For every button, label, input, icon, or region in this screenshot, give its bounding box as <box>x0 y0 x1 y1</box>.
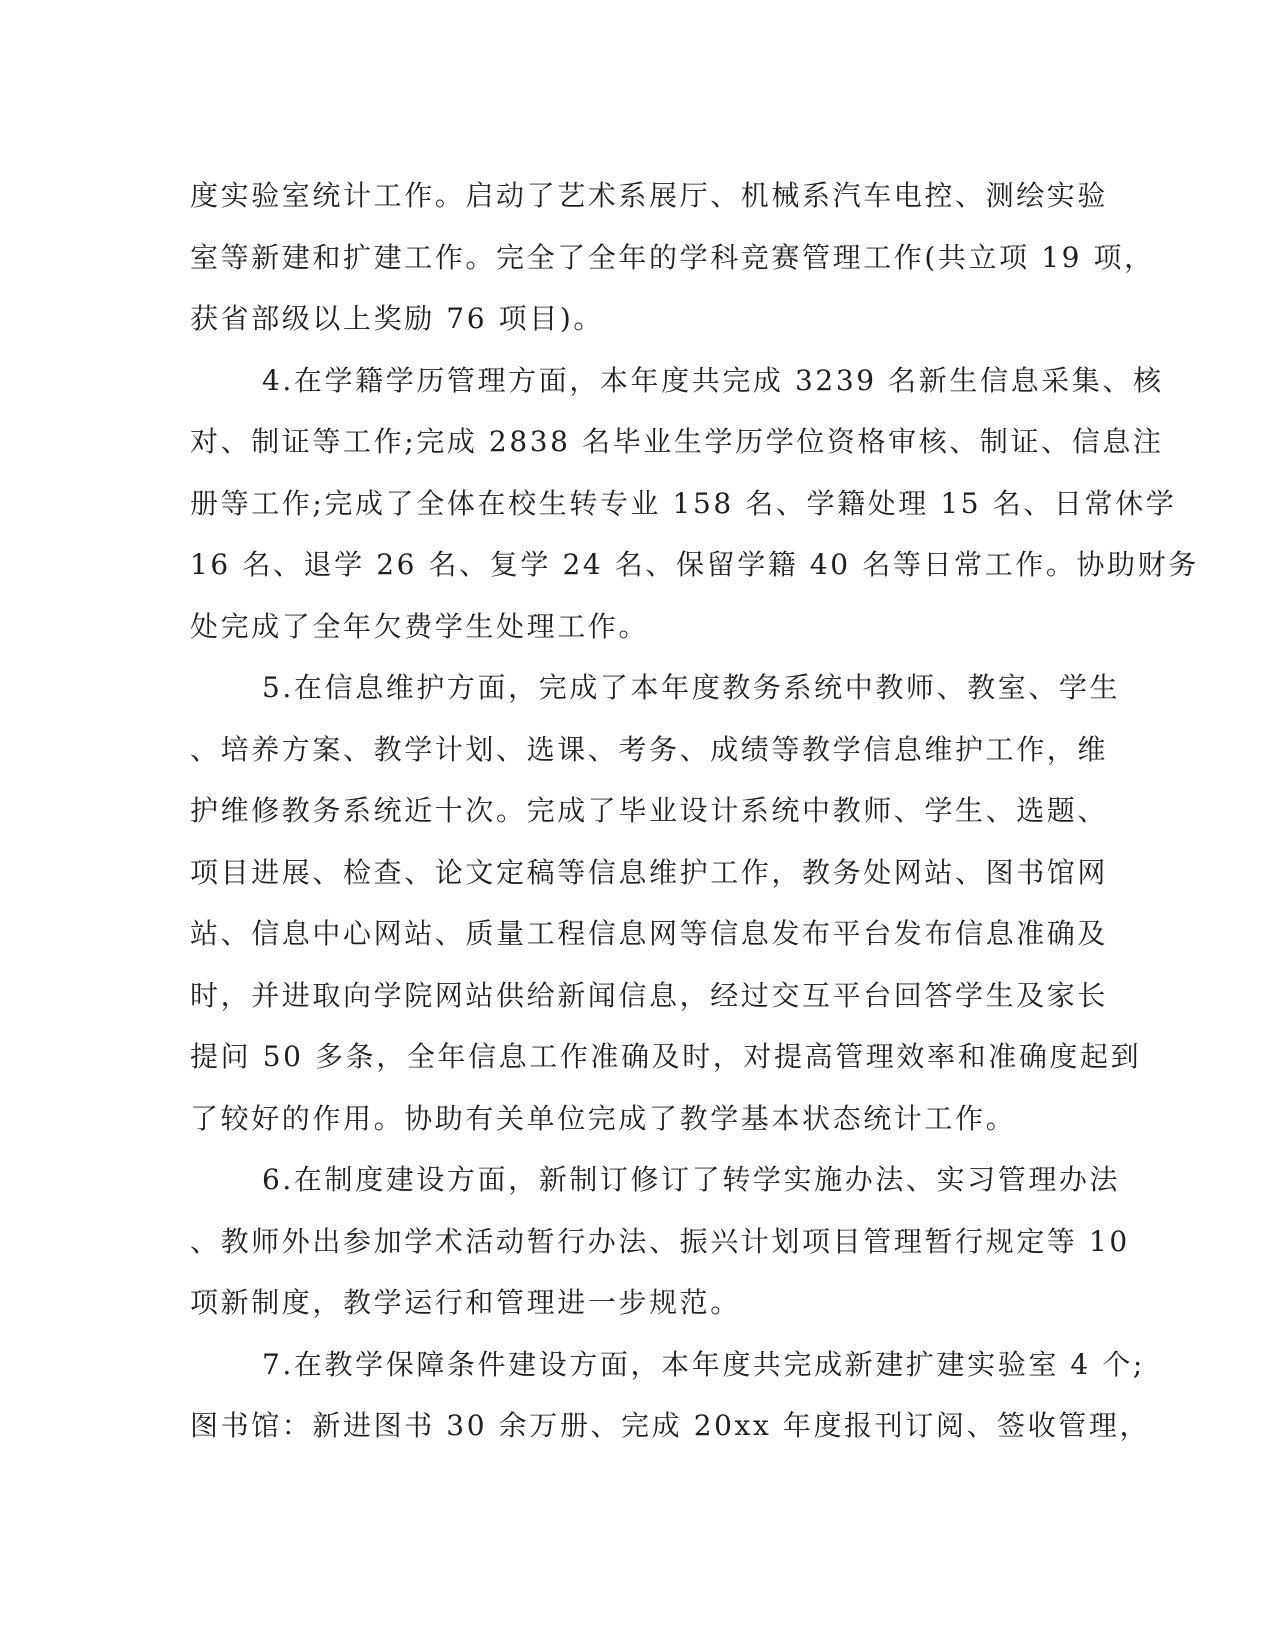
text-line: 图书馆：新进图书 30 余万册、完成 20xx 年度报刊订阅、签收管理， <box>190 1409 1151 1442</box>
text-line: 获省部级以上奖励 76 项目)。 <box>190 302 604 335</box>
text-line: 项目进展、检查、论文定稿等信息维护工作，教务处网站、图书馆网 <box>190 855 1109 889</box>
body-text <box>190 165 1199 1457</box>
paragraph-start-line: 6.在制度建设方面，新制订修订了转学实施办法、实习管理办法 <box>262 1163 1121 1196</box>
text-line: 册等工作;完成了全体在校生转专业 158 名、学籍处理 15 名、日常休学 <box>190 486 1177 520</box>
paragraph-start-line: 7.在教学保障条件建设方面，本年度共完成新建扩建实验室 4 个; <box>262 1347 1145 1381</box>
text-line: 项新制度，教学运行和管理进一步规范。 <box>190 1286 741 1319</box>
text-line: 时，并进取向学院网站供给新闻信息，经过交互平台回答学生及家长 <box>190 978 1109 1012</box>
text-line: 提问 50 多条，全年信息工作准确及时，对提高管理效率和准确度起到 <box>190 1040 1142 1073</box>
text-line: 16 名、退学 26 名、复学 24 名、保留学籍 40 名等日常工作。协助财务 <box>190 548 1199 581</box>
text-line: 处完成了全年欠费学生处理工作。 <box>190 609 650 643</box>
text-line: 站、信息中心网站、质量工程信息网等信息发布平台发布信息准确及 <box>190 917 1109 950</box>
text-line: 、培养方案、教学计划、选课、考务、成绩等教学信息维护工作，维 <box>190 732 1109 766</box>
paragraph-start-line: 5.在信息维护方面，完成了本年度教务系统中教师、教室、学生 <box>262 671 1121 704</box>
text-line: 了较好的作用。协助有关单位完成了教学基本状态统计工作。 <box>190 1101 1017 1135</box>
text-line: 度实验室统计工作。启动了艺术系展厅、机械系汽车电控、测绘实验 <box>190 179 1109 212</box>
paragraph-start-line: 4.在学籍学历管理方面，本年度共完成 3239 名新生信息采集、核 <box>262 363 1164 397</box>
text-line: 、教师外出参加学术活动暂行办法、振兴计划项目管理暂行规定等 10 <box>190 1224 1130 1258</box>
text-line: 室等新建和扩建工作。完全了全年的学科竞赛管理工作(共立项 19 项， <box>190 240 1155 274</box>
text-line: 对、制证等工作;完成 2838 名毕业生学历学位资格审核、制证、信息注 <box>190 425 1164 458</box>
text-line: 护维修教务系统近十次。完成了毕业设计系统中教师、学生、选题、 <box>190 794 1109 827</box>
